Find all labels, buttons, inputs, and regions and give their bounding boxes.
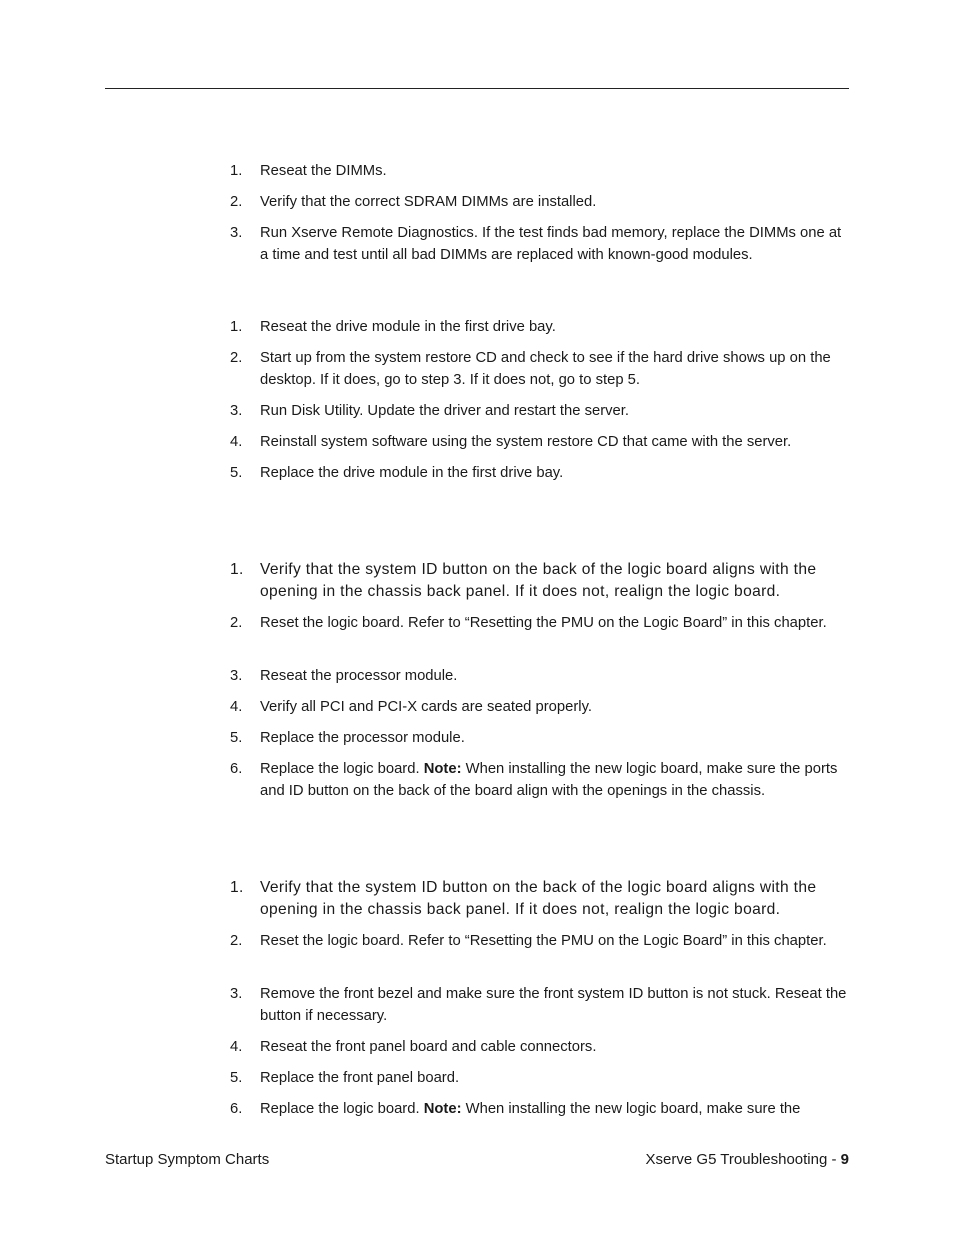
step-text-before: Replace the logic board. [260,1101,424,1117]
step-number: 4. [230,434,243,450]
step-text: Replace the front panel board. [260,1070,460,1086]
list-item [230,930,850,952]
step-number: 4. [230,699,243,715]
step-text: Start up from the system restore CD and check to see if the hard drive shows up on the desktop. If it does, go to step 3. If it does not, go to step 5. [260,350,831,388]
step-number: 6. [230,1101,243,1117]
list-item [230,758,850,802]
step-text: Verify that the system ID button on the back of the logic board aligns with the opening in the chassis back panel. If it does not, realign the logic board. [260,879,817,918]
header-rule [105,88,849,89]
list-item [230,665,850,687]
note-label: Note: [423,1101,462,1117]
step-number: 3. [230,668,243,684]
step-number: 1. [230,879,244,896]
step-text [260,758,850,802]
footer-page-info [646,1150,849,1170]
step-number: 3. [230,403,243,419]
step-number: 5. [230,730,243,746]
list-item [230,431,850,453]
list-item [230,160,850,182]
list-item [230,1067,850,1089]
step-number: 1. [230,163,243,179]
step-text: Reset the logic board. Refer to “Resetting the PMU on the Logic Board” in this chapter. [260,933,827,949]
step-number: 2. [230,194,243,210]
footer-doc-title: Xserve G5 Troubleshooting - [645,1151,841,1168]
list-item [230,316,850,338]
list-item [230,222,850,266]
step-number: 2. [230,933,243,949]
step-number: 5. [230,465,243,481]
list-item [230,877,850,921]
step-number: 6. [230,761,243,777]
list-item [230,983,850,1027]
page-number: 9 [840,1151,849,1168]
step-number: 3. [230,225,243,241]
step-number: 5. [230,1070,243,1086]
step-text-after: When installing the new logic board, make sure the ports and ID button on the back of the board align with the openings in the chassis. [260,761,838,799]
step-text: Run Disk Utility. Update the driver and restart the server. [260,403,629,419]
step-number: 2. [230,615,243,631]
list-item [230,347,850,391]
step-text: Replace the drive module in the first drive bay. [260,465,564,481]
step-number: 3. [230,986,243,1002]
step-text-before: Replace the logic board. [260,761,424,777]
step-text-after: When installing the new logic board, make sure the [461,1101,801,1117]
step-number: 1. [230,561,244,578]
note-label: Note: [423,761,462,777]
step-number: 1. [230,319,243,335]
list-item [230,400,850,422]
step-text: Verify that the correct SDRAM DIMMs are installed. [260,194,597,210]
list-item [230,191,850,213]
list-item [230,696,850,718]
step-text: Replace the processor module. [260,730,465,746]
list-item [230,727,850,749]
footer-chapter-title: Startup Symptom Charts [105,1151,270,1168]
step-text: Reinstall system software using the system restore CD that came with the server. [260,434,792,450]
list-item [230,1036,850,1058]
step-text [260,1098,850,1120]
step-text: Reset the logic board. Refer to “Resetting the PMU on the Logic Board” in this chapter. [260,615,827,631]
step-text: Reseat the drive module in the first drive bay. [260,319,556,335]
list-item [230,1098,850,1120]
step-text: Verify that the system ID button on the back of the logic board aligns with the opening in the chassis back panel. If it does not, realign the logic board. [260,561,817,600]
list-item [230,462,850,484]
step-text: Run Xserve Remote Diagnostics. If the test finds bad memory, replace the DIMMs one at a time and test until all bad DIMMs are replaced with known-good modules. [260,225,842,263]
step-number: 2. [230,350,243,366]
list-item [230,612,850,634]
step-text: Reseat the DIMMs. [260,163,387,179]
step-number: 4. [230,1039,243,1055]
step-text: Reseat the front panel board and cable connectors. [260,1039,597,1055]
list-item [230,559,850,603]
step-text: Reseat the processor module. [260,668,458,684]
step-text: Remove the front bezel and make sure the front system ID button is not stuck. Reseat the button if necessary. [260,986,847,1024]
step-text: Verify all PCI and PCI-X cards are seated properly. [260,699,592,715]
